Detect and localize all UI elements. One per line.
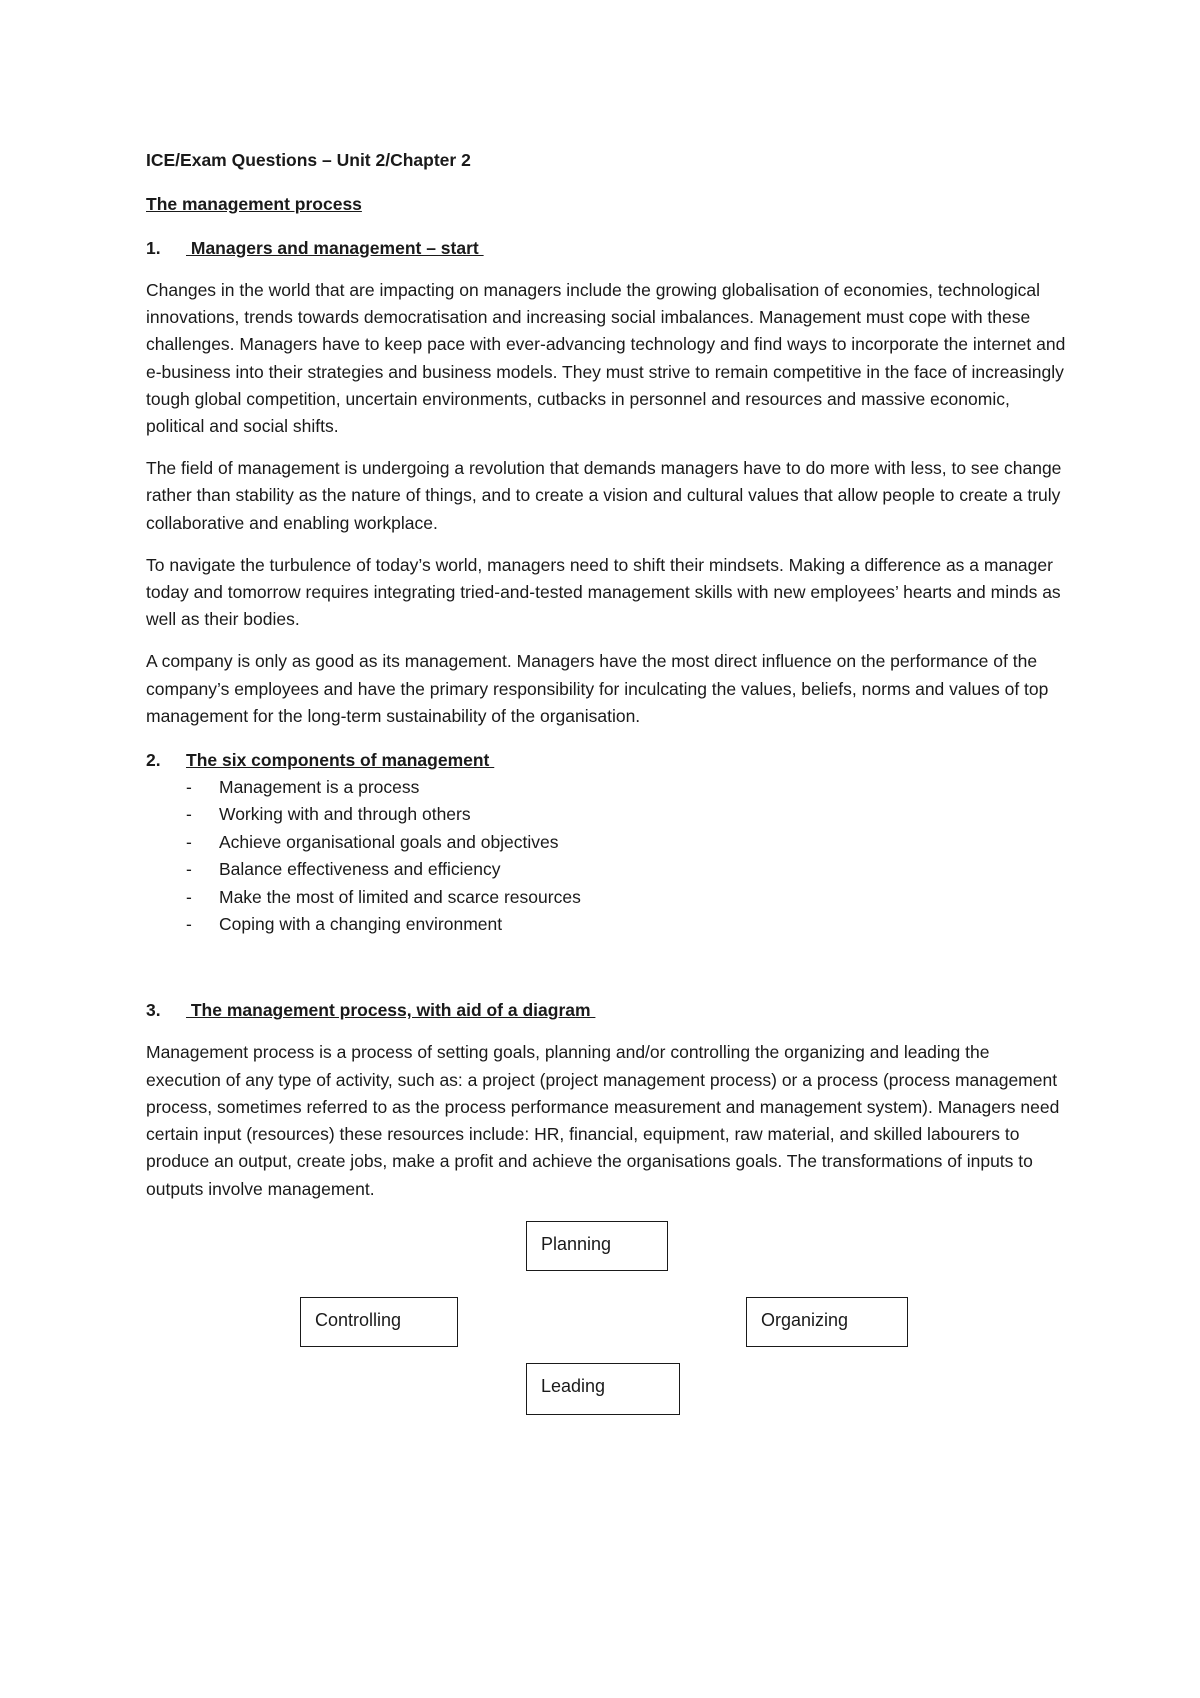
section-1-paragraph-4: A company is only as good as its management. Managers have the most direct influence on the performance of the company’s employees and have the primary responsibility for inculcating the values, beliefs, norms and values of top management for the long-term sustainability of the organisation.	[146, 651, 1049, 726]
section-2-number: 2.	[146, 750, 161, 771]
section-2-heading	[146, 746, 1066, 774]
section-3-number: 3.	[146, 1000, 161, 1021]
section-1-heading	[146, 234, 1066, 262]
list-item-text: Balance effectiveness and efficiency	[219, 859, 501, 880]
diagram-box-leading: Leading	[526, 1363, 680, 1415]
list-dash: -	[186, 777, 192, 798]
section-1-paragraph-2: The field of management is undergoing a revolution that demands managers have to do more with less, to see change rather than stability as the nature of things, and to create a vision and cultural values that allow people to create a truly collaborative and enabling workplace.	[146, 458, 1062, 533]
section-1-paragraph-1: Changes in the world that are impacting on managers include the growing globalisation of economies, technological innovations, trends towards democratisation and increasing social imbalances. Management must cope with these challenges. Managers have to keep pace with ever-advancing technology and find ways to incorporate the internet and e-business into their strategies and business models. They must strive to remain competitive in the face of increasingly tough global competition, uncertain environments, cutbacks in personnel and resources and massive economic, political and social shifts.	[146, 280, 1066, 437]
section-1-paragraph-3: To navigate the turbulence of today’s world, managers need to shift their mindsets. Making a difference as a manager today and tomorrow requires integrating tried-and-tested management skills with new employees’ hearts and minds as well as their bodies.	[146, 554, 1061, 630]
list-item-text: Make the most of limited and scarce resources	[219, 886, 581, 907]
section-1-title: Managers and management – start	[186, 238, 484, 258]
list-item	[146, 774, 1066, 801]
section-3-heading	[146, 996, 1066, 1024]
list-dash: -	[186, 804, 192, 825]
diagram-box-controlling: Controlling	[300, 1297, 458, 1347]
document-title: ICE/Exam Questions – Unit 2/Chapter 2	[146, 150, 471, 170]
document-content	[146, 146, 1066, 1481]
diagram-box-organizing: Organizing	[746, 1297, 908, 1347]
list-item-text: Achieve organisational goals and objectives	[219, 831, 559, 852]
diagram-box-planning: Planning	[526, 1221, 668, 1271]
list-item-text: Management is a process	[219, 777, 420, 798]
section-3-paragraph: Management process is a process of setting goals, planning and/or controlling the organizing and leading the execution of any type of activity, such as: a project (project management process) or a process (process management process, sometimes referred to as the process performance measurement and management system). Managers need certain input (resources) these resources include: HR, financial, equipment, raw material, and skilled labourers to produce an output, create jobs, make a profit and achieve the organisations goals. The transformations of inputs to outputs involve management.	[146, 1042, 1060, 1199]
list-item	[146, 856, 1066, 883]
list-item	[146, 884, 1066, 911]
list-dash: -	[186, 859, 192, 880]
document-subtitle: The management process	[146, 194, 362, 214]
section-2-title: The six components of management	[186, 750, 495, 771]
spacer	[146, 938, 1066, 996]
section-3-title: The management process, with aid of a diagram	[186, 1000, 596, 1021]
management-process-diagram	[146, 1221, 1066, 1481]
list-item	[146, 801, 1066, 828]
section-1-number: 1.	[146, 238, 161, 258]
list-item-text: Coping with a changing environment	[219, 914, 503, 935]
list-item	[146, 911, 1066, 938]
list-item	[146, 829, 1066, 856]
list-dash: -	[186, 914, 192, 935]
list-dash: -	[186, 886, 192, 907]
components-list	[146, 774, 1066, 938]
list-dash: -	[186, 831, 192, 852]
list-item-text: Working with and through others	[219, 804, 471, 825]
